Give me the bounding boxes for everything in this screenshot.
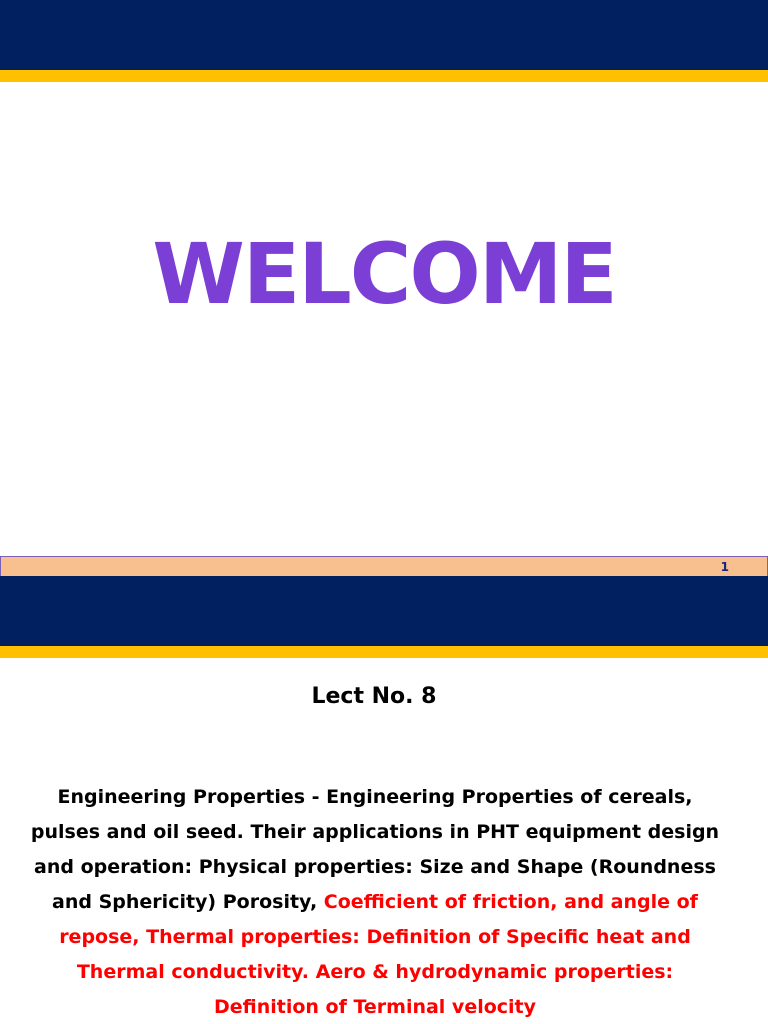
header-gold-stripe [0,70,768,82]
header-navy-band [0,0,768,70]
description-highlight: Coefficient of friction, and angle of repose, Thermal properties: Definition of Specific heat and Thermal conductivity. Aero & hydrodynamic properties: Definition of Terminal velocity [59,891,698,1018]
header-navy-band [0,576,768,646]
slide-number: 1 [720,560,729,574]
welcome-heading: WELCOME [152,225,616,323]
lecture-title: Lect No. 8 [311,684,437,709]
description-text: Engineering Properties - Engineering Properties of cereals, pulses and oil seed. Their applications in PHT equipment design and operation: Physical properties: Size and Shape (Roundness and Sphericity) Porosity, [30,786,720,913]
lecture-description [30,780,720,1024]
header-gold-stripe [0,646,768,658]
lecture-slide [0,576,768,1024]
slide-footer-strip [0,556,768,576]
